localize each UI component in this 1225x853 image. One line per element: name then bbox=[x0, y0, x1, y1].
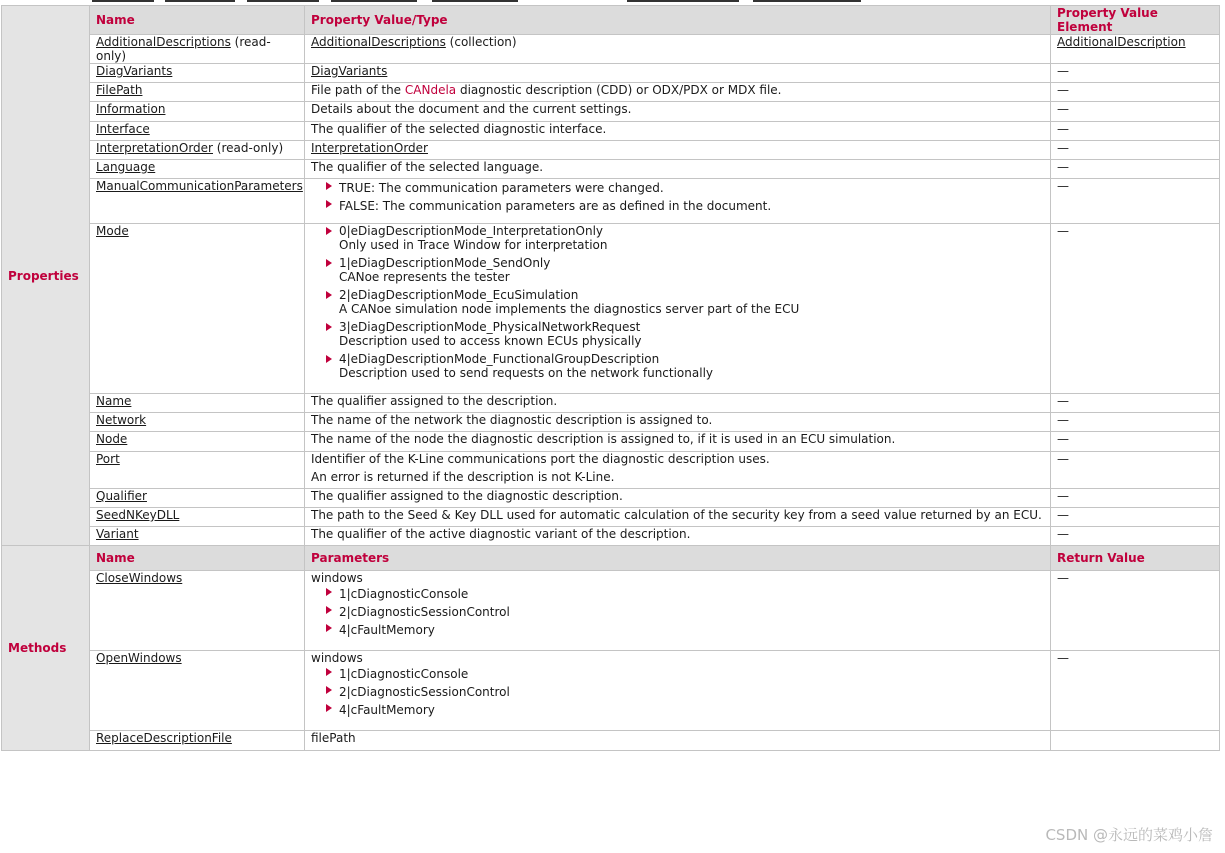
mode-list bbox=[311, 224, 1044, 380]
name-cell bbox=[90, 179, 305, 224]
value-text: The qualifier of the selected diagnostic interface. bbox=[311, 122, 607, 136]
table-row bbox=[2, 489, 1220, 508]
mode-code: 0|eDiagDescriptionMode_InterpretationOnly bbox=[339, 224, 604, 238]
parameter-name: windows bbox=[311, 651, 363, 665]
value-cell bbox=[305, 651, 1051, 731]
name-link[interactable]: FilePath bbox=[96, 83, 143, 97]
name-link[interactable]: Variant bbox=[96, 527, 139, 541]
parameter-option: 2|cDiagnosticSessionControl bbox=[325, 603, 1044, 621]
nav-stub bbox=[331, 0, 417, 2]
table-row bbox=[2, 224, 1220, 394]
brand-name: CANdela bbox=[404, 83, 457, 97]
value-cell bbox=[305, 394, 1051, 413]
dash: — bbox=[1057, 452, 1069, 466]
name-link[interactable]: Language bbox=[96, 160, 156, 174]
table-row bbox=[2, 64, 1220, 83]
name-link[interactable]: Interface bbox=[96, 122, 150, 136]
table-row bbox=[2, 160, 1220, 179]
dash: — bbox=[1057, 102, 1069, 116]
watermark: CSDN @永远的菜鸡小詹 bbox=[1045, 826, 1213, 844]
column-header-name: Name bbox=[90, 6, 305, 35]
table-row bbox=[2, 179, 1220, 224]
dash: — bbox=[1057, 160, 1069, 174]
column-header-element: Return Value bbox=[1051, 546, 1220, 571]
element-cell bbox=[1051, 651, 1220, 731]
value-text: The qualifier assigned to the description. bbox=[311, 394, 558, 408]
table-row bbox=[2, 394, 1220, 413]
mode-description: CANoe represents the tester bbox=[339, 270, 510, 284]
name-cell bbox=[90, 141, 305, 160]
nav-stub bbox=[432, 0, 518, 2]
dash: — bbox=[1057, 571, 1069, 585]
dash: — bbox=[1057, 432, 1069, 446]
value-cell bbox=[305, 141, 1051, 160]
value-text: The path to the Seed & Key DLL used for automatic calculation of the security key from a seed value returned by an ECU. bbox=[311, 508, 1042, 522]
name-cell bbox=[90, 35, 305, 64]
name-cell bbox=[90, 651, 305, 731]
name-cell bbox=[90, 731, 305, 751]
value-text: File path of the bbox=[311, 83, 405, 97]
name-cell bbox=[90, 413, 305, 432]
parameter-option: 4|cFaultMemory bbox=[325, 701, 1044, 719]
name-link[interactable]: Name bbox=[96, 394, 132, 408]
value-cell bbox=[305, 432, 1051, 452]
bullet-item: TRUE: The communication parameters were changed. bbox=[325, 179, 1044, 197]
element-cell bbox=[1051, 102, 1220, 122]
name-link[interactable]: Port bbox=[96, 452, 120, 466]
value-text-second-line: An error is returned if the description is not K-Line. bbox=[311, 470, 615, 484]
element-cell bbox=[1051, 432, 1220, 452]
column-header-value: Parameters bbox=[305, 546, 1051, 571]
name-suffix: (read-only) bbox=[96, 35, 271, 63]
element-cell bbox=[1051, 489, 1220, 508]
mode-code: 3|eDiagDescriptionMode_PhysicalNetworkRequest bbox=[339, 320, 641, 334]
name-cell bbox=[90, 160, 305, 179]
parameter-options bbox=[311, 665, 1044, 719]
dash: — bbox=[1057, 179, 1069, 193]
nav-stub bbox=[753, 0, 861, 2]
nav-stub bbox=[627, 0, 739, 2]
name-link[interactable]: ReplaceDescriptionFile bbox=[96, 731, 232, 745]
dash: — bbox=[1057, 64, 1069, 78]
parameter-name: filePath bbox=[311, 731, 356, 745]
name-cell bbox=[90, 508, 305, 527]
name-link[interactable]: CloseWindows bbox=[96, 571, 183, 585]
prop-header-row bbox=[2, 6, 1220, 35]
name-link[interactable]: Mode bbox=[96, 224, 129, 238]
name-link[interactable]: Information bbox=[96, 102, 166, 116]
column-header-value: Property Value/Type bbox=[305, 6, 1051, 35]
mode-item bbox=[325, 288, 1044, 316]
meth-header-row bbox=[2, 546, 1220, 571]
value-cell bbox=[305, 489, 1051, 508]
nav-stub bbox=[92, 0, 154, 2]
element-cell bbox=[1051, 394, 1220, 413]
dash: — bbox=[1057, 508, 1069, 522]
element-cell bbox=[1051, 224, 1220, 394]
element-cell bbox=[1051, 64, 1220, 83]
parameter-name: windows bbox=[311, 571, 363, 585]
value-text: Identifier of the K-Line communications port the diagnostic description uses. bbox=[311, 452, 770, 466]
mode-code: 4|eDiagDescriptionMode_FunctionalGroupDescription bbox=[339, 352, 660, 366]
table-row bbox=[2, 413, 1220, 432]
reference-table bbox=[1, 5, 1220, 751]
element-cell bbox=[1051, 122, 1220, 141]
mode-item bbox=[325, 320, 1044, 348]
name-cell bbox=[90, 122, 305, 141]
name-cell bbox=[90, 452, 305, 489]
mode-code: 1|eDiagDescriptionMode_SendOnly bbox=[339, 256, 551, 270]
element-cell bbox=[1051, 179, 1220, 224]
nav-stub bbox=[165, 0, 235, 2]
name-link[interactable]: SeedNKeyDLL bbox=[96, 508, 180, 522]
value-cell bbox=[305, 571, 1051, 651]
name-link[interactable]: OpenWindows bbox=[96, 651, 182, 665]
value-cell bbox=[305, 413, 1051, 432]
value-text: The qualifier assigned to the diagnostic description. bbox=[311, 489, 623, 503]
element-cell bbox=[1051, 452, 1220, 489]
value-link[interactable]: InterpretationOrder bbox=[311, 141, 428, 155]
element-cell bbox=[1051, 160, 1220, 179]
name-link[interactable]: ManualCommunicationParameters bbox=[96, 179, 303, 193]
name-link[interactable]: AdditionalDescriptions bbox=[96, 35, 231, 49]
element-cell bbox=[1051, 83, 1220, 102]
name-link[interactable]: InterpretationOrder bbox=[96, 141, 213, 155]
dash: — bbox=[1057, 394, 1069, 408]
dash: — bbox=[1057, 527, 1069, 541]
bullet-item: FALSE: The communication parameters are as defined in the document. bbox=[325, 197, 1044, 215]
parameter-option: 1|cDiagnosticConsole bbox=[325, 665, 1044, 683]
element-link[interactable]: AdditionalDescription bbox=[1057, 35, 1186, 49]
value-text: The name of the network the diagnostic description is assigned to. bbox=[311, 413, 713, 427]
table-row bbox=[2, 527, 1220, 546]
name-cell bbox=[90, 64, 305, 83]
value-cell bbox=[305, 102, 1051, 122]
mode-item bbox=[325, 256, 1044, 284]
name-cell bbox=[90, 394, 305, 413]
value-cell bbox=[305, 508, 1051, 527]
dash: — bbox=[1057, 489, 1069, 503]
value-text: The name of the node the diagnostic description is assigned to, if it is used in an ECU simulation. bbox=[311, 432, 896, 446]
mode-description: Description used to access known ECUs physically bbox=[339, 334, 642, 348]
value-text: diagnostic description (CDD) or ODX/PDX or MDX file. bbox=[456, 83, 782, 97]
table-row bbox=[2, 83, 1220, 102]
table-row bbox=[2, 141, 1220, 160]
mode-item bbox=[325, 224, 1044, 252]
parameter-option: 1|cDiagnosticConsole bbox=[325, 585, 1044, 603]
value-cell bbox=[305, 731, 1051, 751]
name-cell bbox=[90, 224, 305, 394]
table-row bbox=[2, 122, 1220, 141]
value-cell bbox=[305, 179, 1051, 224]
element-cell bbox=[1051, 508, 1220, 527]
value-cell bbox=[305, 527, 1051, 546]
element-cell bbox=[1051, 413, 1220, 432]
table-row bbox=[2, 452, 1220, 489]
element-cell bbox=[1051, 35, 1220, 64]
name-link[interactable]: Qualifier bbox=[96, 489, 147, 503]
mode-code: 2|eDiagDescriptionMode_EcuSimulation bbox=[339, 288, 579, 302]
dash: — bbox=[1057, 83, 1069, 97]
name-link[interactable]: Network bbox=[96, 413, 147, 427]
value-text: The qualifier of the selected language. bbox=[311, 160, 544, 174]
name-cell bbox=[90, 102, 305, 122]
mode-item bbox=[325, 352, 1044, 380]
dash: — bbox=[1057, 224, 1069, 238]
dash: — bbox=[1057, 122, 1069, 136]
meth-section-label: Methods bbox=[2, 546, 90, 751]
table-row bbox=[2, 651, 1220, 731]
table-row bbox=[2, 571, 1220, 651]
value-cell bbox=[305, 160, 1051, 179]
nav-stub bbox=[247, 0, 319, 2]
element-cell bbox=[1051, 141, 1220, 160]
name-cell bbox=[90, 527, 305, 546]
value-cell bbox=[305, 452, 1051, 489]
dash: — bbox=[1057, 413, 1069, 427]
element-cell bbox=[1051, 527, 1220, 546]
value-cell bbox=[305, 83, 1051, 102]
table-row bbox=[2, 731, 1220, 751]
element-cell bbox=[1051, 571, 1220, 651]
name-link[interactable]: DiagVariants bbox=[96, 64, 173, 78]
value-link[interactable]: DiagVariants bbox=[311, 64, 388, 78]
value-link[interactable]: AdditionalDescriptions bbox=[311, 35, 446, 49]
parameter-option: 4|cFaultMemory bbox=[325, 621, 1044, 639]
mode-description: Description used to send requests on the network functionally bbox=[339, 366, 714, 380]
element-cell bbox=[1051, 731, 1220, 751]
table-row bbox=[2, 35, 1220, 64]
mode-description: Only used in Trace Window for interpretation bbox=[339, 238, 608, 252]
name-cell bbox=[90, 83, 305, 102]
value-cell bbox=[305, 64, 1051, 83]
table-row bbox=[2, 102, 1220, 122]
name-cell bbox=[90, 489, 305, 508]
value-text: Details about the document and the current settings. bbox=[311, 102, 632, 116]
prop-section-label: Properties bbox=[2, 6, 90, 546]
name-cell bbox=[90, 571, 305, 651]
name-link[interactable]: Node bbox=[96, 432, 128, 446]
table-row bbox=[2, 432, 1220, 452]
value-cell bbox=[305, 122, 1051, 141]
column-header-name: Name bbox=[90, 546, 305, 571]
value-text: (collection) bbox=[445, 35, 517, 49]
parameter-options bbox=[311, 585, 1044, 639]
parameter-option: 2|cDiagnosticSessionControl bbox=[325, 683, 1044, 701]
dash: — bbox=[1057, 141, 1069, 155]
dash: — bbox=[1057, 651, 1069, 665]
name-cell bbox=[90, 432, 305, 452]
value-cell bbox=[305, 224, 1051, 394]
bullet-list bbox=[311, 179, 1044, 215]
name-suffix: (read-only) bbox=[212, 141, 284, 155]
column-header-element: Property Value Element bbox=[1051, 6, 1220, 35]
table-row bbox=[2, 508, 1220, 527]
value-cell bbox=[305, 35, 1051, 64]
value-text: The qualifier of the active diagnostic variant of the description. bbox=[311, 527, 691, 541]
mode-description: A CANoe simulation node implements the diagnostics server part of the ECU bbox=[339, 302, 800, 316]
